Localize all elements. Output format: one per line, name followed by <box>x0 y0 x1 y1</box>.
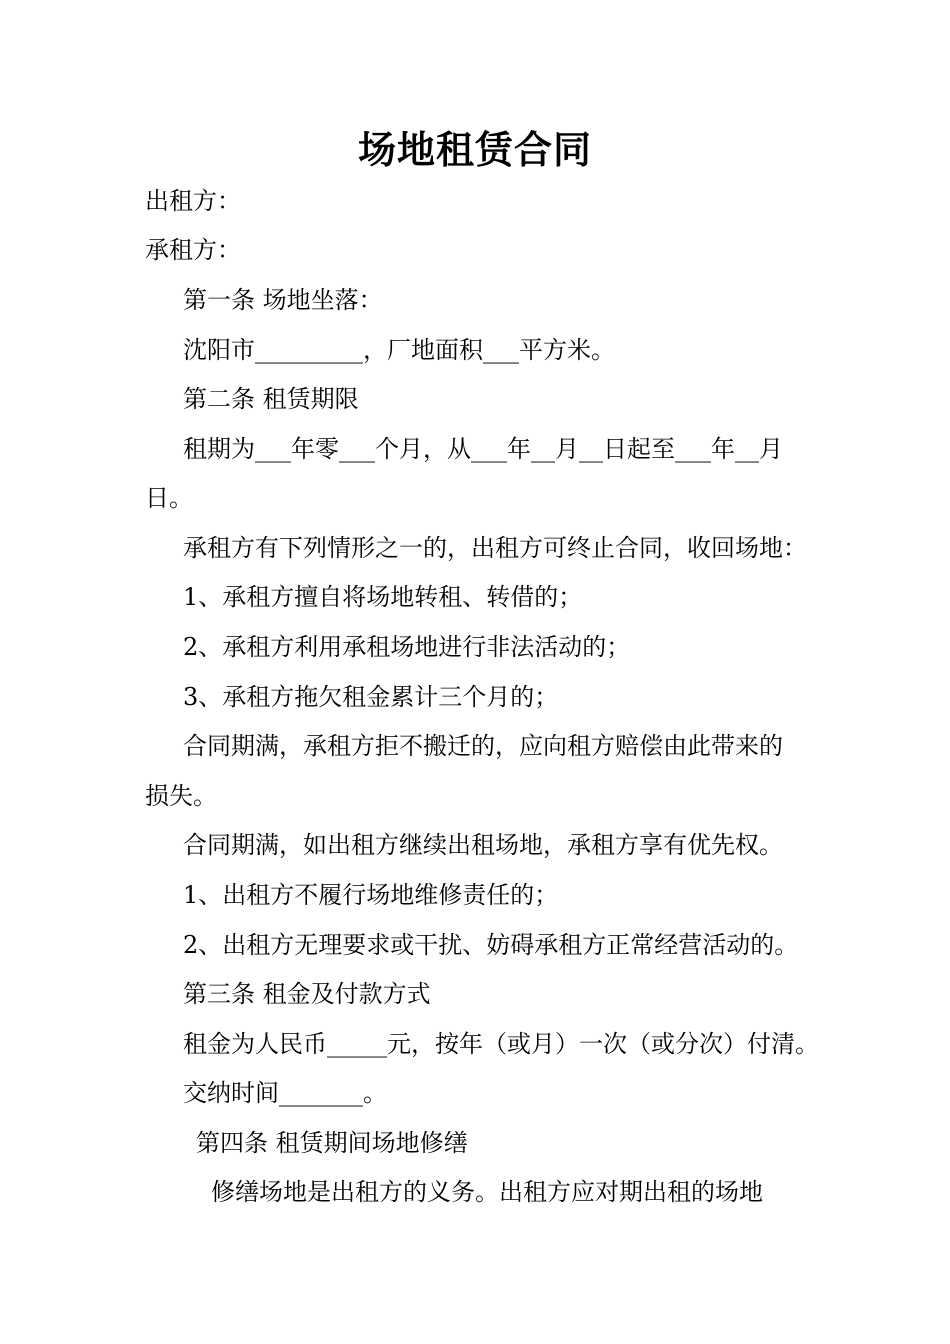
lessee-line: 承租方： <box>145 236 241 264</box>
article-1-heading: 第一条 场地坐落： <box>183 286 383 314</box>
priority-right-line: 合同期满，如出租方继续出租场地，承租方享有优先权。 <box>183 831 783 859</box>
repair-obligation-line: 修缮场地是出租方的义务。出租方应对期出租的场地 <box>211 1178 763 1206</box>
lease-term-line: 租期为___年零___个月，从___年__月__日起至___年__月 <box>183 435 783 463</box>
expiry-compensation-line: 合同期满，承租方拒不搬迁的，应向租方赔偿由此带来的 <box>183 732 783 760</box>
rent-amount-line: 租金为人民币_____元，按年（或月）一次（或分次）付清。 <box>183 1030 819 1058</box>
lessor-breach-item-1: 1、出租方不履行场地维修责任的； <box>183 881 559 909</box>
lessor-line: 出租方： <box>145 187 241 215</box>
location-line: 沈阳市_________，厂地面积___平方米。 <box>183 336 615 364</box>
article-3-heading: 第三条 租金及付款方式 <box>183 980 431 1008</box>
termination-item-1: 1、承租方擅自将场地转租、转借的； <box>183 583 583 611</box>
lessor-breach-item-2: 2、出租方无理要求或干扰、妨碍承租方正常经营活动的。 <box>183 931 799 959</box>
article-2-heading: 第二条 租赁期限 <box>183 385 359 413</box>
expiry-compensation-line-cont: 损失。 <box>145 782 217 810</box>
payment-time-line: 交纳时间_______。 <box>183 1079 387 1107</box>
termination-item-3: 3、承租方拖欠租金累计三个月的； <box>183 683 559 711</box>
termination-intro: 承租方有下列情形之一的，出租方可终止合同，收回场地： <box>183 534 807 562</box>
termination-item-2: 2、承租方利用承租场地进行非法活动的； <box>183 633 631 661</box>
document-title: 场地租赁合同 <box>357 127 592 172</box>
article-4-heading: 第四条 租赁期间场地修缮 <box>196 1129 468 1157</box>
lease-term-line-cont: 日。 <box>145 484 193 512</box>
